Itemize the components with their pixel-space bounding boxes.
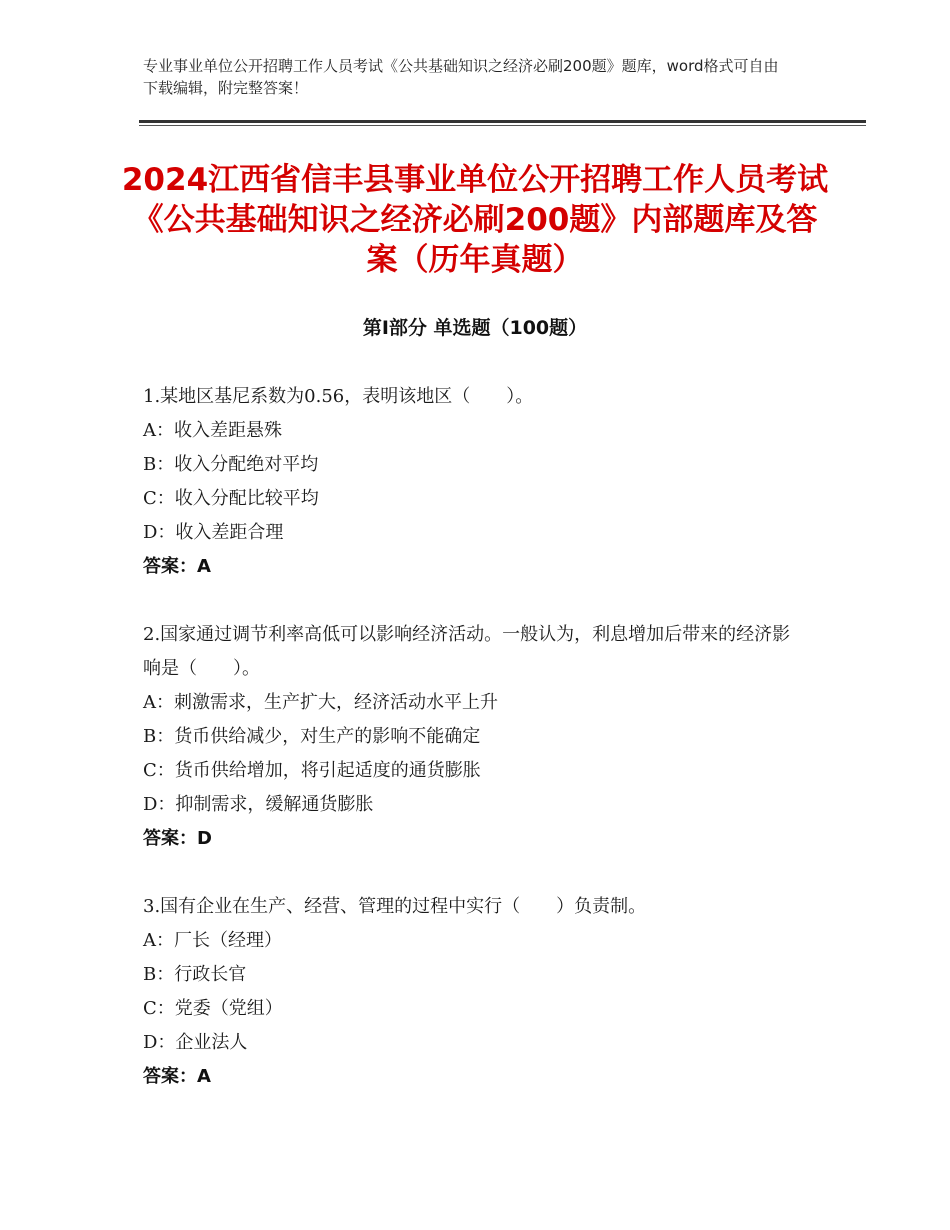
option-a: A：收入差距悬殊 bbox=[143, 420, 282, 441]
option-b: B：货币供给减少，对生产的影响不能确定 bbox=[143, 726, 481, 747]
answer: 答案：A bbox=[143, 1066, 211, 1087]
header-note: 专业事业单位公开招聘工作人员考试《公共基础知识之经济必刷200题》题库，word格式可自由下载编辑，附完整答案！ bbox=[143, 57, 779, 97]
question-stem: 1.某地区基尼系数为0.56，表明该地区（ ）。 bbox=[143, 386, 534, 407]
document-title: 2024江西省信丰县事业单位公开招聘工作人员考试《公共基础知识之经济必刷200题》内部题库及答案（历年真题） bbox=[121, 162, 829, 278]
question-list bbox=[143, 380, 823, 1128]
question-3 bbox=[143, 890, 823, 1094]
option-b: B：收入分配绝对平均 bbox=[143, 454, 319, 475]
question-stem: 2.国家通过调节利率高低可以影响经济活动。一般认为，利息增加后带来的经济影响是（ ）。 bbox=[143, 624, 791, 679]
question-stem: 3.国有企业在生产、经营、管理的过程中实行（ ）负责制。 bbox=[143, 896, 647, 917]
header-rule-thin bbox=[139, 125, 866, 126]
option-c: C：货币供给增加，将引起适度的通货膨胀 bbox=[143, 760, 481, 781]
option-a: A：刺激需求，生产扩大，经济活动水平上升 bbox=[143, 692, 498, 713]
header-rule-thick bbox=[139, 120, 866, 123]
question-1 bbox=[143, 380, 823, 584]
option-d: D：收入差距合理 bbox=[143, 522, 284, 543]
question-2 bbox=[143, 618, 823, 856]
option-d: D：抑制需求，缓解通货膨胀 bbox=[143, 794, 374, 815]
option-c: C：收入分配比较平均 bbox=[143, 488, 319, 509]
option-c: C：党委（党组） bbox=[143, 998, 283, 1019]
option-a: A：厂长（经理） bbox=[143, 930, 282, 951]
answer: 答案：D bbox=[143, 828, 212, 849]
option-b: B：行政长官 bbox=[143, 964, 247, 985]
answer: 答案：A bbox=[143, 556, 211, 577]
section-title: 第Ⅰ部分 单选题（100题） bbox=[362, 317, 588, 339]
option-d: D：企业法人 bbox=[143, 1032, 248, 1053]
